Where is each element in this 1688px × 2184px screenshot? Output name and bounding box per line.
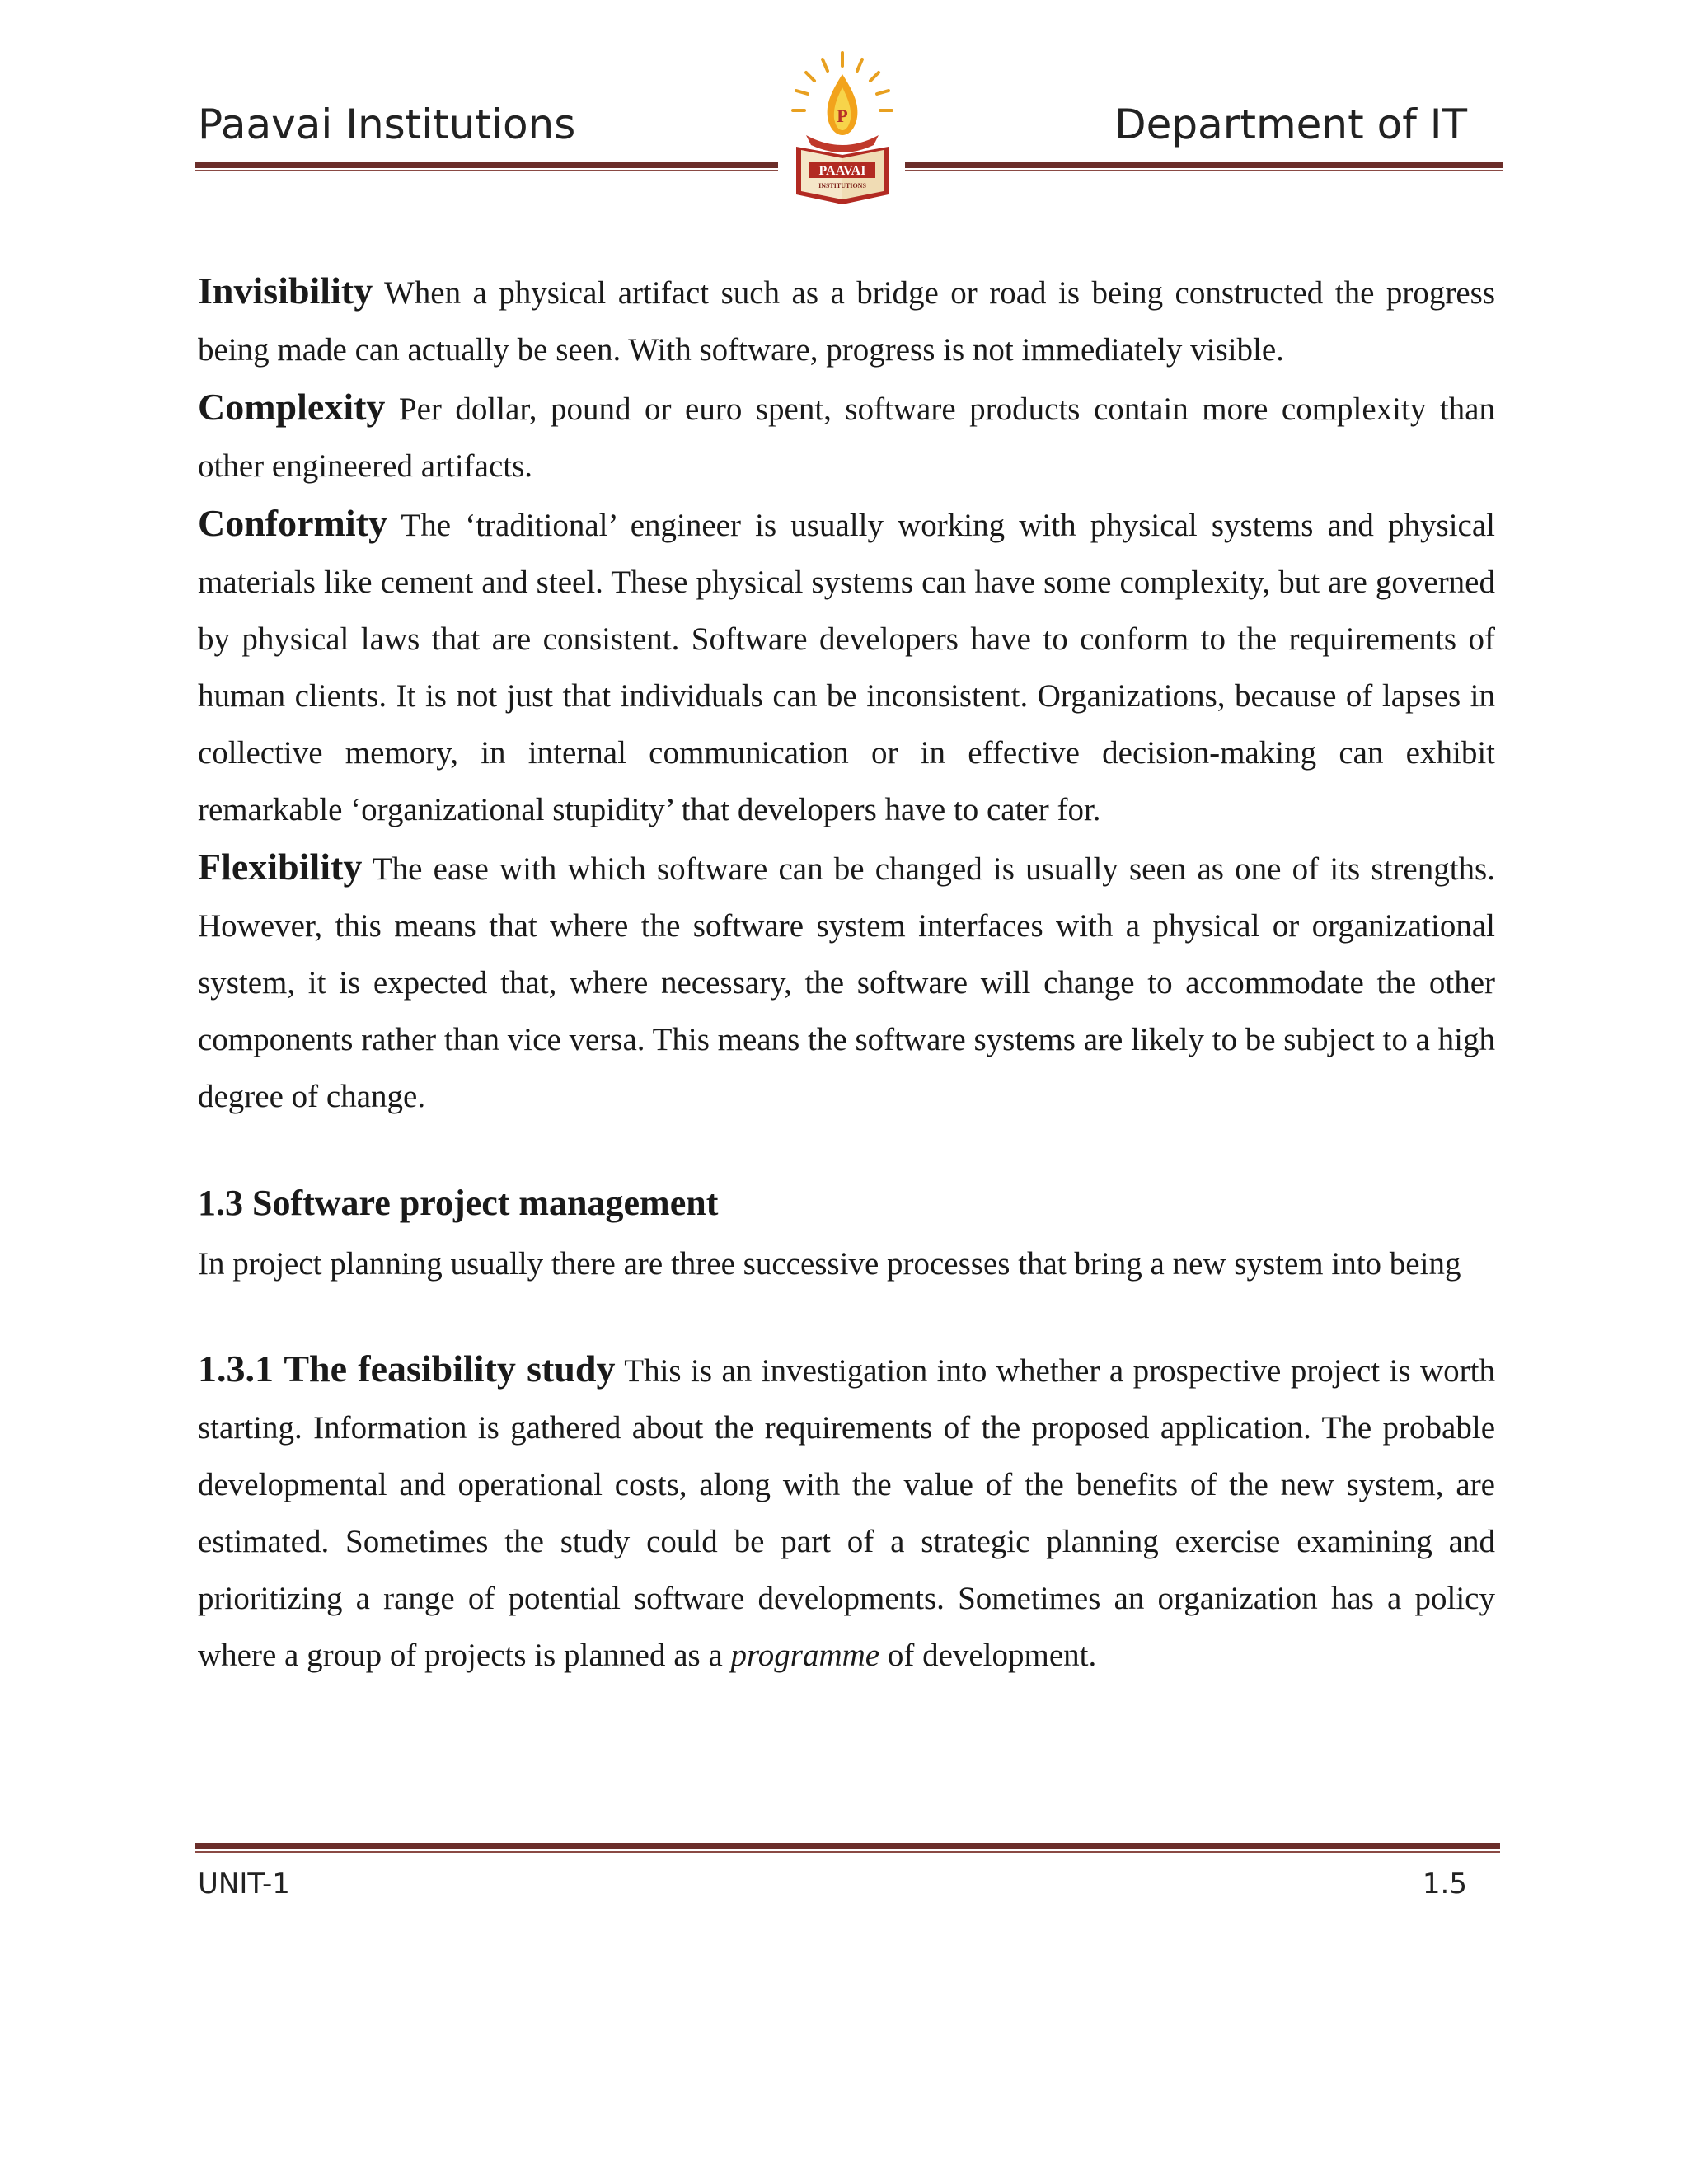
paragraph-text: When a physical artifact such as a bridge or road is being constructed the progress being made can actually be seen. With software, progress is not immediately visible. <box>198 275 1495 368</box>
section-intro: In project planning usually there are three successive processes that bring a new system into being <box>198 1246 1461 1282</box>
footer-rule <box>195 1843 1500 1853</box>
header-rule-right <box>905 162 1503 171</box>
paragraph-text: This is an investigation into whether a prospective project is worth starting. Information is gathered about the requirements of the proposed application. The probable developmental and operational costs, along with the value of the benefits of the new system, are estimated. Sometimes the study could be part of a strategic planning exercise examining and prioritizing a range of potential software developments. Sometimes an organization has a policy where a group of projects is planned as a <box>198 1353 1495 1673</box>
term-invisibility: Invisibility <box>198 269 373 312</box>
paragraph-invisibility <box>198 262 1495 378</box>
logo-text-sub: INSTITUTIONS <box>818 182 866 190</box>
term-flexibility: Flexibility <box>198 846 363 888</box>
institution-name: Paavai Institutions <box>198 101 576 148</box>
paragraph-complexity <box>198 378 1495 494</box>
paragraph-flexibility <box>198 838 1495 1125</box>
paragraph-text: The ease with which software can be changed is usually seen as one of its strengths. However, this means that where the software system interfaces with a physical or organizational system, it is expected that, where necessary, the software will change to accommodate the other components rather than vice versa. This means the software systems are likely to be subject to a high degree of change. <box>198 851 1495 1114</box>
paragraph-text: of development. <box>879 1638 1097 1673</box>
paragraph-conformity <box>198 494 1495 838</box>
paragraph-text: Per dollar, pound or euro spent, software products contain more complexity than other engineered artifacts. <box>198 391 1495 484</box>
paragraph-text: The ‘traditional’ engineer is usually working with physical systems and physical materials like cement and steel. These physical systems can have some complexity, but are governed by physical laws that are consistent. Software developers have to conform to the requirements of human clients. It is not just that individuals can be inconsistent. Organizations, because of lapses in collective memory, in internal communication or in effective decision-making can exhibit remarkable ‘organizational stupidity’ that developers have to cater for. <box>198 508 1495 827</box>
emphasis-programme: programme <box>730 1638 880 1673</box>
term-conformity: Conformity <box>198 502 387 544</box>
page-header <box>198 97 1500 254</box>
logo-letter: P <box>837 105 848 126</box>
logo-text-main: PAAVAI <box>818 164 866 178</box>
subsection-heading: 1.3.1 The feasibility study <box>198 1347 616 1390</box>
unit-label: UNIT-1 <box>198 1868 290 1900</box>
department-name: Department of IT <box>1114 101 1467 148</box>
term-complexity: Complexity <box>198 386 386 428</box>
section-heading: 1.3 Software project management <box>198 1183 719 1223</box>
page-content <box>198 262 1495 1684</box>
header-rule-left <box>195 162 778 171</box>
page-footer <box>195 1843 1500 1900</box>
paavai-logo-icon <box>781 49 903 214</box>
paragraph-feasibility-study <box>198 1340 1495 1684</box>
page-number: 1.5 <box>1422 1868 1467 1900</box>
